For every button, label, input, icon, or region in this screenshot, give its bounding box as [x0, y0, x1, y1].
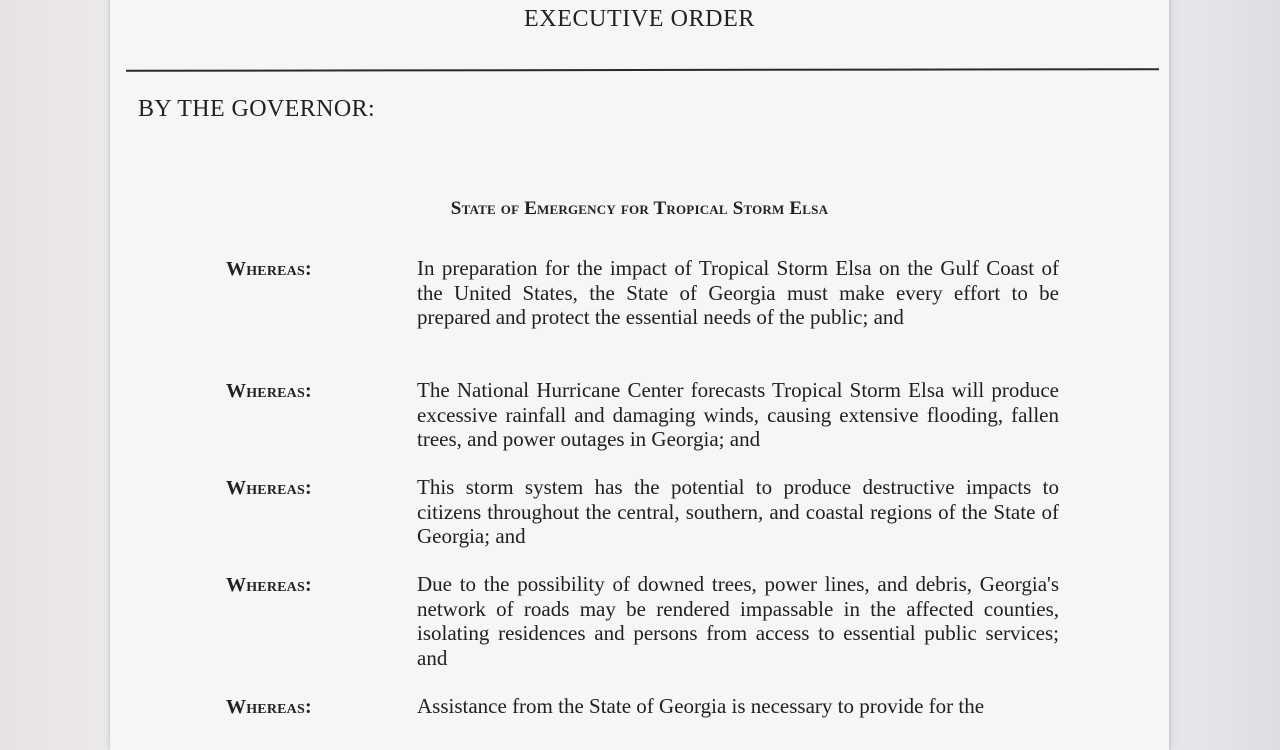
whereas-text: Due to the possibility of downed trees, power lines, and debris, Georgia's network of roads may be rendered impassable in the affected counties, isolating residences and persons from access to essential public services; and: [417, 572, 1059, 671]
whereas-text: The National Hurricane Center forecasts Tropical Storm Elsa will produce excessive rainfall and damaging winds, causing extensive flooding, fallen trees, and power outages in Georgia; and: [417, 378, 1059, 452]
title-divider: [126, 68, 1159, 72]
whereas-text: In preparation for the impact of Tropical Storm Elsa on the Gulf Coast of the United States, the State of Georgia must make every effort to be prepared and protect the essential needs of the public; and: [417, 256, 1059, 330]
whereas-label: Whereas:: [226, 380, 312, 402]
whereas-text: This storm system has the potential to produce destructive impacts to citizens throughout the central, southern, and coastal regions of the State of Georgia; and: [417, 475, 1059, 549]
document-page: [110, 0, 1169, 750]
document-title: EXECUTIVE ORDER: [524, 6, 755, 32]
whereas-text: Assistance from the State of Georgia is necessary to provide for the: [417, 694, 985, 718]
whereas-label: Whereas:: [226, 574, 312, 596]
whereas-label: Whereas:: [226, 258, 312, 280]
by-line: BY THE GOVERNOR:: [138, 96, 376, 122]
whereas-label: Whereas:: [226, 696, 312, 718]
whereas-label: Whereas:: [226, 477, 312, 499]
order-heading: State of Emergency for Tropical Storm Elsa: [450, 198, 829, 219]
